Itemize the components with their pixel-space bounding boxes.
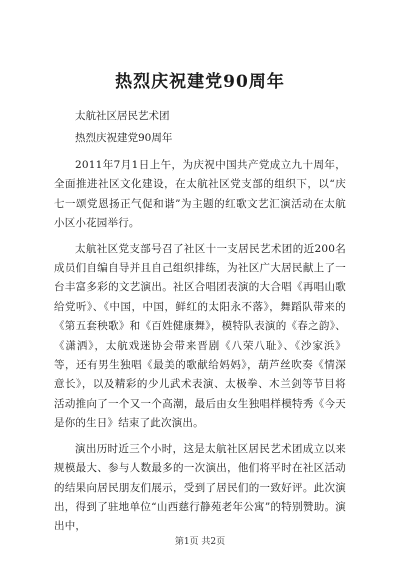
- document-title: 热烈庆祝建党90周年: [115, 72, 285, 92]
- body-paragraph-1: 2011年7月1日上午，为庆祝中国共产党成立九十周年，全面推进社区文化建设，在太航社区党支部的组织下，以“庆七一颂党恩扬正气促和谐”为主题的红歌文艺汇演活动在太航小区小花园举行。: [54, 159, 346, 230]
- subtitle-line: 热烈庆祝建党90周年: [75, 132, 173, 144]
- page-footer: 第1页 共2页: [174, 537, 226, 547]
- author-line: 太航社区居民艺术团: [75, 110, 170, 122]
- body-paragraph-2: 太航社区党支部号召了社区十一支居民艺术团的近200名成员们自编自导并且自己组织排练，为社区广大居民献上了一台丰富多彩的文艺演出。社区合唱团表演的大合唱《再唱山歌给党听》、《中国，中国，鲜红的太阳永不落》，舞蹈队带来的《第五套秧歌》和《百姓健康舞》，模特队表演的《春之韵》、《潇洒》，太航戏迷协会带来晋剧《八荣八耻》、《沙家浜》等，还有男生独唱《最美的歌献给妈妈》，葫芦丝吹奏《情深意长》，以及精彩的少儿武术表演、太极拳、木兰剑等节目将活动推向了一个又一个高潮，最后由女生独唱样模特秀《今天是你的生日》结束了此次演出。: [54, 242, 346, 430]
- body-paragraph-3: 演出历时近三个小时，这是太航社区居民艺术团成立以来规模最大、参与人数最多的一次演出，他们将平时在社区活动的结果向居民朋友们展示，受到了居民们的一致好评。此次演出，得到了驻地单位“山西慈行静苑老年公寓”的特别赞助。演出中，: [54, 442, 346, 533]
